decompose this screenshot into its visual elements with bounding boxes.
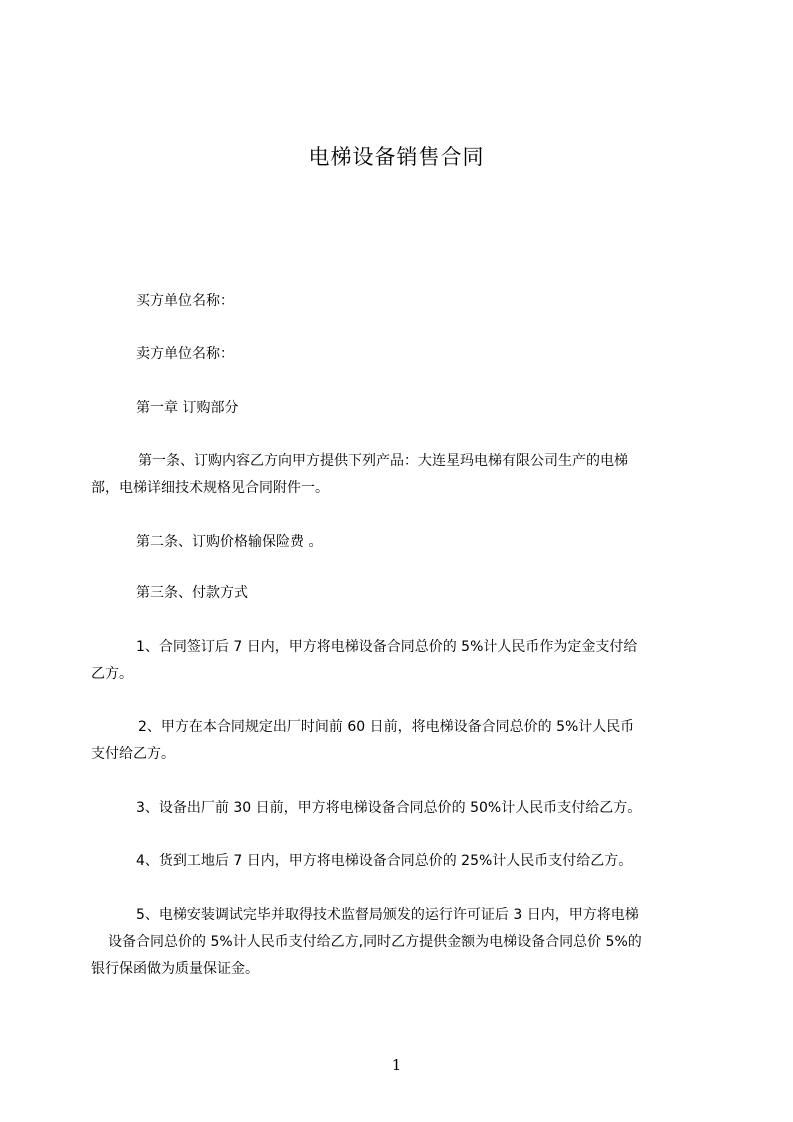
buyer-name-label: 买方单位名称： [136,293,234,309]
payment-item-5-line-1: 5、电梯安装调试完毕并取得技术监督局颁发的运行许可证后 3 日内，甲方将电梯 [136,907,639,923]
article-3-heading: 第三条、付款方式 [136,585,248,601]
payment-item-3: 3、设备出厂前 30 日前，甲方将电梯设备合同总价的 50%计人民币支付给乙方。 [136,800,642,816]
payment-item-4: 4、货到工地后 7 日内，甲方将电梯设备合同总价的 25%计人民币支付给乙方。 [136,853,633,869]
payment-item-2-line-2: 支付给乙方。 [91,746,175,762]
article-1-line-1: 第一条、订购内容乙方向甲方提供下列产品：大连星玛电梯有限公司生产的电梯 [138,453,628,469]
chapter-heading: 第一章 订购部分 [136,400,239,416]
seller-name-label: 卖方单位名称： [136,346,234,362]
payment-item-2-line-1: 2、甲方在本合同规定出厂时间前 60 日前，将电梯设备合同总价的 5%计人民币 [138,719,635,735]
payment-item-5-line-3: 银行保函做为质量保证金。 [91,961,259,977]
payment-item-1-line-1: 1、合同签订后 7 日内，甲方将电梯设备合同总价的 5%计人民币作为定金支付给 [136,639,638,655]
article-2: 第二条、订购价格输保险费 。 [136,534,323,550]
document-title: 电梯设备销售合同 [308,145,485,169]
payment-item-5-line-2: 设备合同总价的 5%计人民币支付给乙方,同时乙方提供金额为电梯设备合同总价 5%的 [108,934,642,950]
article-1-line-2: 部，电梯详细技术规格见合同附件一。 [91,480,329,496]
page-number: 1 [391,1056,402,1074]
payment-item-1-line-2: 乙方。 [91,666,133,682]
